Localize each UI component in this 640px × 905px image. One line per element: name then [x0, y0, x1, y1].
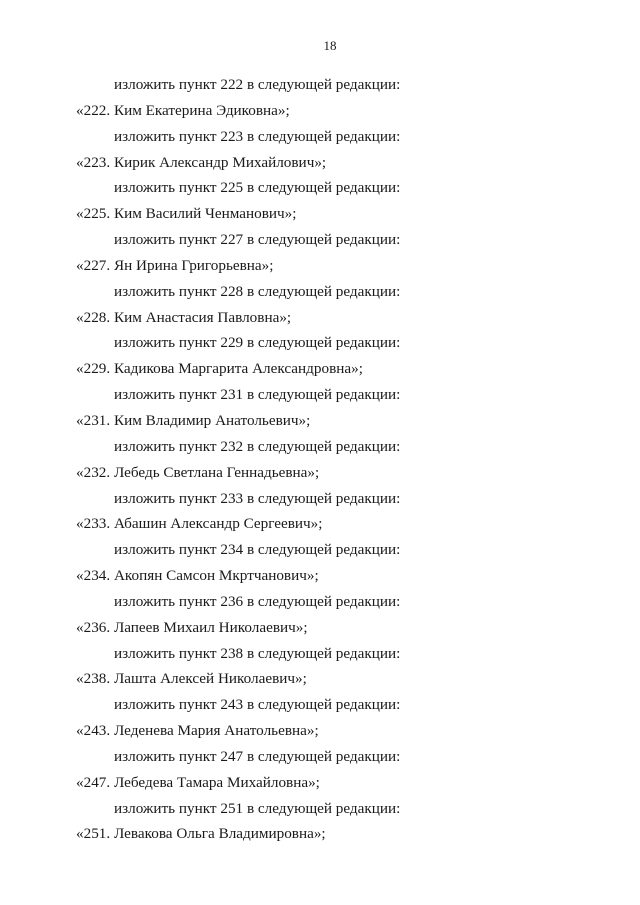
- amendment-item: «236. Лапеев Михаил Николаевич»;: [76, 618, 308, 636]
- amendment-instruction: изложить пункт 234 в следующей редакции:: [114, 541, 401, 559]
- amendment-instruction: изложить пункт 238 в следующей редакции:: [114, 644, 401, 662]
- amendment-item: «232. Лебедь Светлана Геннадьевна»;: [76, 463, 320, 481]
- amendment-item: «233. Абашин Александр Сергеевич»;: [76, 515, 323, 533]
- amendment-instruction: изложить пункт 227 в следующей редакции:: [114, 231, 401, 249]
- amendment-instruction: изложить пункт 247 в следующей редакции:: [114, 747, 401, 765]
- amendment-instruction: изложить пункт 228 в следующей редакции:: [114, 282, 401, 300]
- amendment-instruction: изложить пункт 229 в следующей редакции:: [114, 334, 401, 352]
- amendment-item: «247. Лебедева Тамара Михайловна»;: [76, 773, 320, 791]
- amendment-item: «234. Акопян Самсон Мкртчанович»;: [76, 567, 319, 585]
- amendment-item: «243. Леденева Мария Анатольевна»;: [76, 722, 319, 740]
- amendment-item: «229. Кадикова Маргарита Александровна»;: [76, 360, 363, 378]
- amendment-item: «222. Ким Екатерина Эдиковна»;: [76, 101, 290, 119]
- amendment-instruction: изложить пункт 223 в следующей редакции:: [114, 127, 401, 145]
- amendment-instruction: изложить пункт 251 в следующей редакции:: [114, 799, 401, 817]
- amendment-item: «238. Лашта Алексей Николаевич»;: [76, 670, 307, 688]
- amendment-item: «227. Ян Ирина Григорьевна»;: [76, 256, 274, 274]
- amendment-instruction: изложить пункт 225 в следующей редакции:: [114, 179, 401, 197]
- amendment-instruction: изложить пункт 232 в следующей редакции:: [114, 437, 401, 455]
- page-number: 18: [323, 38, 337, 53]
- amendment-item: «251. Левакова Ольга Владимировна»;: [76, 825, 326, 843]
- document-body: [76, 72, 576, 847]
- amendment-instruction: изложить пункт 222 в следующей редакции:: [114, 76, 401, 93]
- amendment-instruction: изложить пункт 231 в следующей редакции:: [114, 386, 401, 404]
- amendment-instruction: изложить пункт 236 в следующей редакции:: [114, 592, 401, 610]
- amendment-item: «225. Ким Василий Ченманович»;: [76, 205, 297, 223]
- amendment-instruction: изложить пункт 233 в следующей редакции:: [114, 489, 401, 507]
- amendment-item: «223. Кирик Александр Михайлович»;: [76, 153, 327, 171]
- amendment-instruction: изложить пункт 243 в следующей редакции:: [114, 696, 401, 714]
- amendment-item: «231. Ким Владимир Анатольевич»;: [76, 411, 311, 429]
- amendment-item: «228. Ким Анастасия Павловна»;: [76, 308, 292, 326]
